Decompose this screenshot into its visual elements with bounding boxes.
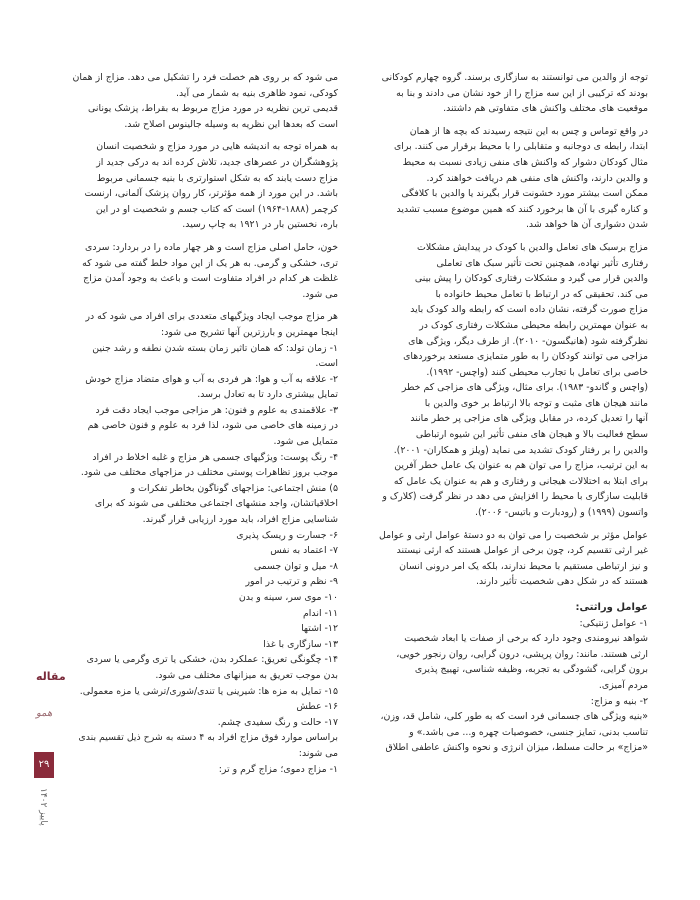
paragraph (63, 70, 338, 132)
brand-logo: همو (36, 708, 53, 719)
text-line: کرچمر (۱۸۸۸-۱۹۶۴) است که کتاب جسم و شخصیت او در این (95, 203, 338, 215)
text-line: ۲- بنیه و مزاج: (590, 695, 648, 707)
text-line: بودند که ترکیبی از این سه مزاج را از خود نشان می دادند و بنا به (396, 87, 648, 99)
text-line: هر مزاج موجب ایجاد ویژگیهای متعددی برای افراد می شود که در (85, 311, 338, 323)
text-line: مردم آمیزی. (598, 679, 648, 691)
text-line: می شود که بر روی هم خصلت فرد را تشکیل می دهد. مزاج از همان (72, 72, 338, 83)
paragraph (368, 616, 648, 756)
text-line: شواهد نیرومندی وجود دارد که برخی از صفات یا ابعاد شخصیت (404, 633, 648, 645)
text-line: «بنیه ویژگی های جسمانی فرد است که به طور کلی، شامل قد، وزن، (380, 711, 648, 723)
text-line: براساس موارد فوق مزاج افراد به ۴ دسته به شرح ذیل تقسیم بندی (78, 732, 338, 744)
text-line: مثال کودکان دشوار که واکنش های منفی زیادی نسبت به محیط (402, 156, 648, 168)
text-line: پژوهشگران در عصرهای جدید، تلاش کرده اند به درکی جدید از (96, 156, 338, 168)
text-line: می شود. (302, 288, 338, 300)
page-number: ۲۹ (34, 752, 54, 778)
text-line: متمایل می شود. (273, 436, 338, 448)
page-sidebar (34, 670, 66, 895)
text-line: شناسایی مزاج افراد، باید مورد ارزیابی قرار گیرند. (142, 514, 338, 526)
text-line: می کند. تحقیقی که در ارتباط با تعامل محیط خانواده با (435, 288, 648, 300)
left-text-column (63, 70, 338, 860)
text-line: ۱۵- تمایل به مزه ها: شیرینی یا تندی/شوری/ترشی یا مزه معمولی. (79, 685, 338, 697)
text-line: ۱۴- چگونگی تعریق: عملکرد بدن، خشکی یا تری وگرمی یا سردی (86, 654, 338, 666)
text-line: مزاج دست یابند که به شکل استوارتری با بنیه جسمانی مربوط (96, 172, 338, 184)
text-line: رفتاری تأثیر نهاده، همچنین تحت تأثیر سبک های تعاملی (436, 257, 648, 269)
text-line: به این ترتیب، مزاج را می توان هم به عنوان یک عامل خطر آفرین (394, 460, 648, 472)
text-line: توجه از والدین می توانستند به سازگاری برسند. گروه چهارم کودکانی (381, 72, 648, 83)
text-line: (واچس و گاندو- ۱۹۸۳). برای مثال، ویژگی های مزاجی کم خطر (401, 382, 648, 394)
text-line: به همراه توجه به اندیشه هایی در مورد مزاج و شخصیت انسان (96, 141, 338, 153)
text-line: قدیمی ترین نظریه در مورد مزاج مربوط به بقراط، پزشک یونانی (88, 103, 338, 115)
paragraph (63, 309, 338, 777)
text-line: است که بعدها این نظریه به وسیله جالینوس اصلاح شد. (124, 118, 338, 130)
text-line: برای ابتلا به اختلالات هیجانی و رفتاری و هم به عنوان یک عامل که (393, 475, 648, 487)
text-line: ۳- علاقمندی به علوم و فنون: هر مزاجی موجب ایجاد دقت فرد (95, 404, 338, 416)
section-heading: عوامل وراثتی: (575, 602, 648, 613)
text-line: ۱۶- عطش (296, 701, 338, 713)
issue-label: پاییز ۱۴۰۲ (38, 788, 48, 826)
text-line: باره، نخستین بار در ۱۹۲۱ به چاپ رسید. (182, 219, 338, 231)
text-line: سطح فعالیت بالا و هیجان های منفی تأثیر این شیوه ارتباطی (415, 429, 648, 441)
paragraph (63, 139, 338, 233)
text-line: مزاج صورت گرفته، نشان داده است که رابطه والد کودک باید (410, 304, 648, 316)
text-line: واتسون (۱۹۹۹) و (رودبارت و باتیس- ۲۰۰۶). (475, 507, 648, 519)
text-line: والدین قرار می گیرد و مشکلات رفتاری کودکان را پیش بینی (414, 273, 648, 285)
text-line: و والدین دارند، واکنش های منفی هم دریافت خواهند کرد. (426, 172, 648, 184)
text-line: ۱۲- اشتها (301, 623, 338, 635)
text-line: ممکن است بیشتر مورد خشونت قرار بگیرند یا والدین با کلافگی (401, 188, 648, 200)
text-line: مانند هیجان های مثبت و توجه بالا ارتباط بر خوی والدین با (424, 397, 648, 409)
text-line: موقعیت های مختلف واکنش های متفاوتی هم داشتند. (443, 103, 648, 115)
text-line: ابتدا، رابطه ی دوجانبه و متقابلی را با محیط برقرار می کنند. برای (393, 141, 648, 153)
text-line: برون گرایی، گشودگی به تجربه، وظیفه شناسی، تهییج پذیری (414, 664, 648, 676)
text-line: ۴- رنگ پوست: ویژگیهای جسمی هر مزاج و غلبه اخلاط در افراد (92, 451, 338, 463)
text-line: ارثی هستند. مانند: روان پریشی، درون گرایی، روان رنجور خویی، (396, 648, 648, 660)
text-line: موجب بروز تظاهرات پوستی مختلف در مزاجهای مختلف می شود. (80, 467, 338, 479)
text-line: ۱۷- حالت و رنگ سفیدی چشم. (217, 716, 338, 728)
text-line: ۲- علاقه به آب و هوا: هر فردی به آب و هوای متضاد مزاج خودش (85, 373, 338, 385)
paragraph (368, 528, 648, 590)
text-line: ۸- میل و توان جسمی (253, 560, 338, 572)
text-line: آنها را تعدیل کرده، در مقابل ویژگی های مزاجی پر خطر مانند (410, 413, 648, 425)
text-line: مزاجی می توانند کودکان را به طور متمایزی مستعد برخوردهای (403, 351, 648, 363)
text-line: ۷- اعتماد به نفس (270, 545, 338, 557)
text-line: ۱۱- اندام (303, 607, 338, 619)
text-line: و نیز ارتباطی مستقیم با محیط ندارند، بلکه یک امر درونی انسان (399, 560, 648, 572)
text-line: قابلیت سازگاری با محیط را افزایش می دهد در نظر گرفت (کلارک و (382, 491, 648, 503)
paragraph (368, 70, 648, 117)
text-line: در واقع توماس و چس به این نتیجه رسیدند که بچه ها از همان (409, 125, 648, 137)
right-text-column (368, 70, 648, 860)
text-line: «مزاج» بر حالت مسلط، میزان انرژی و نحوه واکنش عاطفی اطلاق (385, 742, 648, 754)
text-line: تری، خشکی و گرمی. به هر یک از این مواد خلط گفته می شود که (82, 257, 338, 269)
paragraph (368, 124, 648, 233)
text-line: شدن دشواری آن ها خواهد شد. (525, 219, 648, 231)
text-line: ۹- نظم و ترتیب در امور (245, 576, 338, 588)
section-label: مقاله (36, 670, 66, 683)
text-line: غلظت هر کدام در افراد متفاوت است و باعث به وجود آمدن مزاج (83, 273, 338, 285)
text-line: خاصی برای تعامل با تجارب محیطی کنند (واچس- ۱۹۹۲). (426, 366, 648, 378)
text-line: کودکی، نمود ظاهری بنیه به شمار می آید. (175, 87, 338, 99)
text-line: ۱- مزاج دموی؛ مزاج گرم و تر: (218, 763, 338, 775)
text-line: غیر ارثی تقسیم کرد، چون برخی از عوامل هستند که ارثی نیستند (396, 545, 648, 557)
text-line: اینجا مهمترین و بارزترین آنها تشریح می شود: (161, 326, 338, 338)
text-line: به عنوان مهمترین رابطه محیطی مشکلات رفتاری کودک در (419, 319, 648, 331)
text-line: تناسب بدنی، تمایز جنسی، خصوصیات چهره و... می باشد.» و (409, 726, 648, 738)
paragraph (63, 240, 338, 302)
text-line: ۱۳- سازگاری با غذا (263, 638, 338, 650)
text-line: خون، حامل اصلی مزاج است و هر چهار ماده را در بردارد: سردی (85, 241, 338, 253)
text-line: مزاج برسبک های تعامل والدین با کودک در پیدایش مشکلات (417, 241, 648, 253)
text-line: نظرگرفته شود (هانیگسون- ۲۰۱۰). از طرف دیگر، ویژگی های (408, 335, 648, 347)
text-line: هستند که در شکل دهی شخصیت تأثیر دارند. (476, 576, 648, 588)
text-line: ۵) منش اجتماعی: مزاجهای گوناگون بخاطر تفکرات و (130, 482, 338, 494)
text-line: می شوند: (298, 747, 338, 759)
paragraph (368, 240, 648, 521)
text-line: و کناره گیری با آن ها برخورد کنند که همین موضوع مسبب تشدید (396, 203, 648, 215)
text-line: عوامل مؤثر بر شخصیت را می توان به دو دستهٔ عوامل ارثی و عوامل (379, 529, 648, 541)
text-line: بدن موجب تعریق به میزانهای مختلف می شود. (155, 669, 338, 681)
text-line: باشد. در این مورد از همه مؤثرتر، کار روان پزشک آلمانی، ارنست (84, 188, 338, 200)
text-line: ۶- جسارت و ریسک پذیری (236, 529, 338, 541)
text-line: ۱۰- موی سر، سینه و بدن (238, 592, 338, 603)
text-line: ۱- زمان تولد: که همان تاثیر زمان بسته شدن نطفه و رشد جنین (92, 342, 338, 354)
text-line: ۱- عوامل ژنتیکی: (579, 617, 648, 629)
text-line: است. (315, 358, 338, 370)
text-line: والدین را بر رفتار کودک تشدید می نماید (ویلز و همکاران- ۲۰۰۱). (393, 444, 648, 456)
text-line: اخلاقیاتشان، واجد منشهای اجتماعی مختلفی می شوند که برای (94, 498, 338, 510)
text-line: در زمینه های خاصی می شود، لذا فرد به علوم و فنون خاصی هم (87, 420, 338, 432)
text-line: تمایل بیشتری دارد تا به تعادل برسد. (197, 389, 338, 401)
